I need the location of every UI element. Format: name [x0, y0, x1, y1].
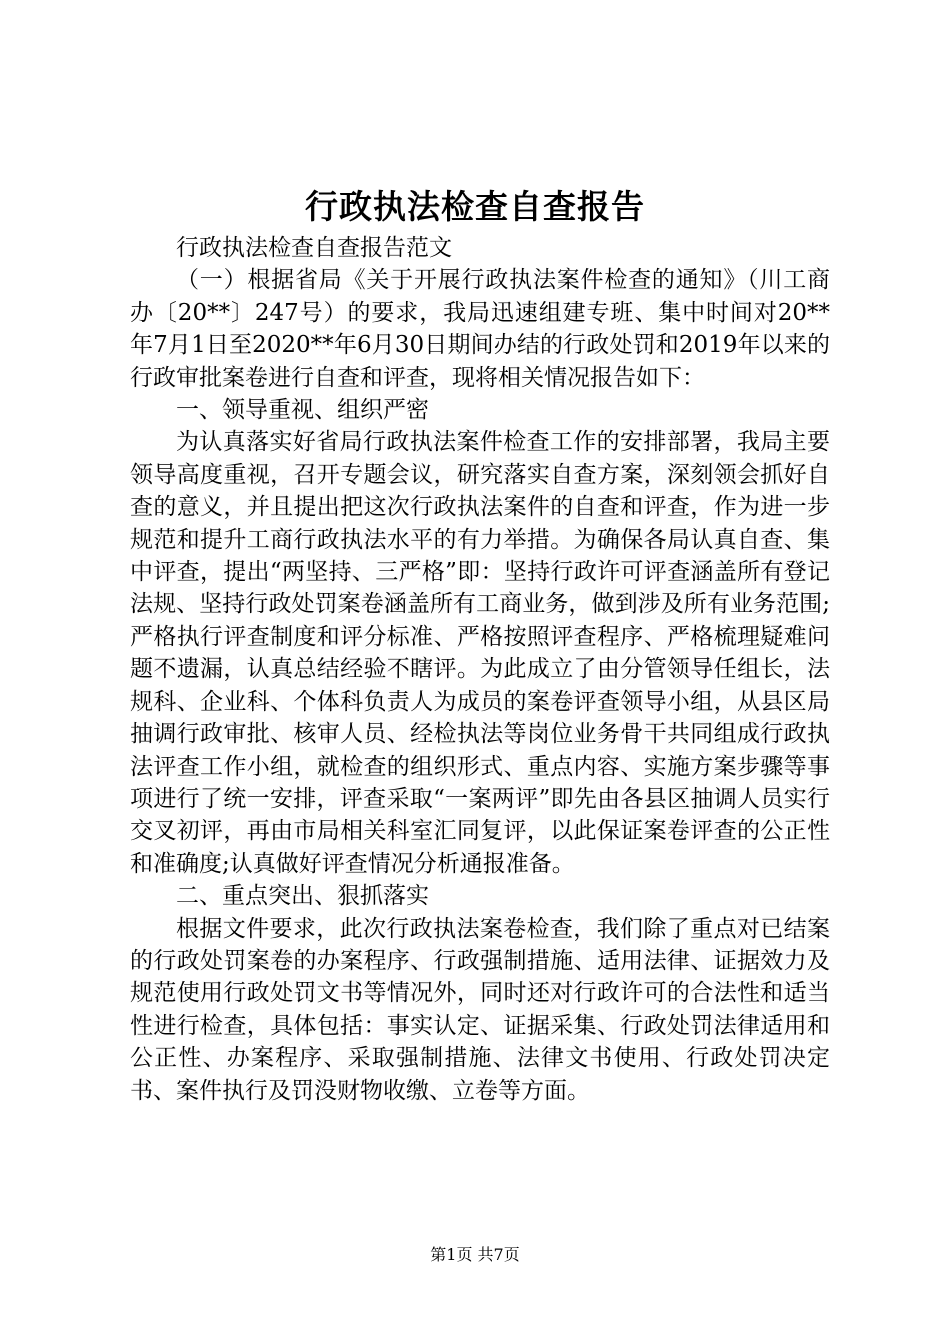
body-paragraph: 为认真落实好省局行政执法案件检查工作的安排部署，我局主要领导高度重视，召开专题会议，研究落实自查方案，深刻领会抓好自查的意义，并且提出把这次行政执法案件的自查和评查，作为进一步规范和提升工商行政执法水平的有力举措。为确保各局认真自查、集中评查，提出“两坚持、三严格”即：坚持行政许可评查涵盖所有登记法规、坚持行政处罚案卷涵盖所有工商业务，做到涉及所有业务范围;严格执行评查制度和评分标准、严格按照评查程序、严格梳理疑难问题不遗漏，认真总结经验不瞎评。为此成立了由分管领导任组长，法规科、企业科、个体科负责人为成员的案卷评查领导小组，从县区局抽调行政审批、核审人员、经检执法等岗位业务骨干共同组成行政执法评查工作小组，就检查的组织形式、重点内容、实施方案步骤等事项进行了统一安排，评查采取“一案两评”即先由各县区抽调人员实行交叉初评，再由市局相关科室汇同复评，以此保证案卷评查的公正性和准确度;认真做好评查情况分析通报准备。 [130, 429, 830, 877]
page-number-footer: 第1页 共7页 [430, 1245, 520, 1264]
section-heading: 一、领导重视、组织严密 [176, 397, 429, 424]
body-paragraph: 根据文件要求，此次行政执法案卷检查，我们除了重点对已结案的行政处罚案卷的办案程序、行政强制措施、适用法律、证据效力及规范使用行政处罚文书等情况外，同时还对行政许可的合法性和适当性进行检查，具体包括：事实认定、证据采集、行政处罚法律适用和公正性、办案程序、采取强制措施、法律文书使用、行政处罚决定书、案件执行及罚没财物收缴、立卷等方面。 [130, 915, 830, 1104]
body-paragraph: （一）根据省局《关于开展行政执法案件检查的通知》（川工商办〔20**〕247号）的要求，我局迅速组建专班、集中时间对20**年7月1日至2020**年6月30日期间办结的行政处罚和2019年以来的行政审批案卷进行自查和评查，现将相关情况报告如下： [130, 267, 830, 391]
body-paragraph: 行政执法检查自查报告范文 [176, 235, 452, 261]
document-body [130, 232, 830, 1107]
document-title: 行政执法检查自查报告 [305, 187, 645, 226]
section-heading: 二、重点突出、狠抓落实 [176, 883, 429, 910]
